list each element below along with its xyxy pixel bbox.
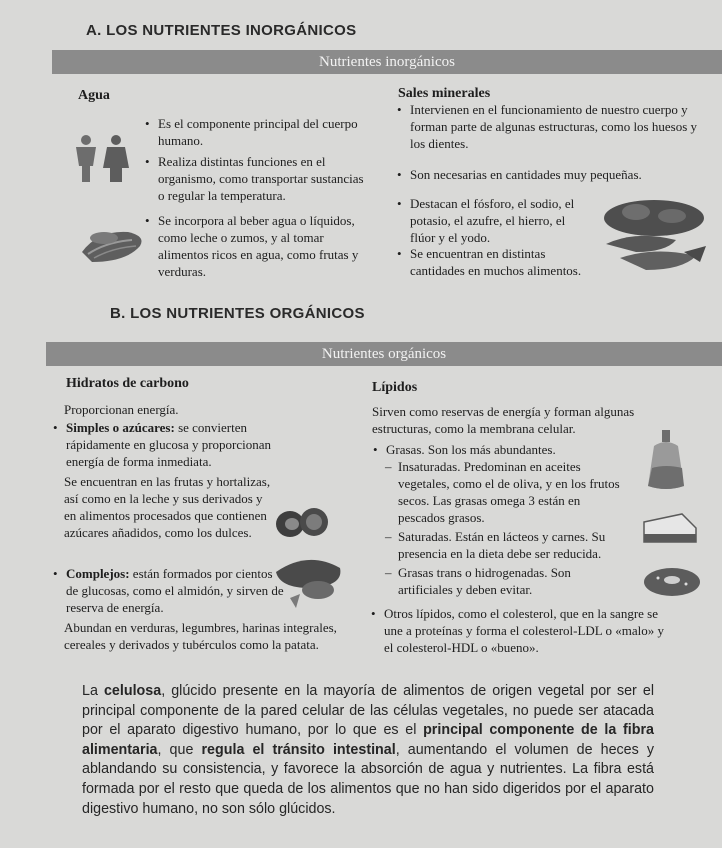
simples-text: se convierten rápidamente en glucosa y proporcionan energía de forma inmediata. [66, 420, 272, 469]
para-text-1: La [82, 683, 104, 699]
human-body-icon [66, 134, 136, 189]
para-fibra: principal componente de la fibra alimentaria [82, 722, 654, 758]
simples-paragraph: Se encuentran en las frutas y hortalizas, así como en la leche y sus derivados y en alimentos procesados que contienen azúcares añadidos, como los dulces. [64, 474, 271, 540]
lipidos-otros: • Otros lípidos, como el colesterol, que en la sangre se une a proteínas y forma el colesterol-LDL o «malo» y el colesterol-HDL o «bueno». [384, 605, 669, 656]
lipidos-intro: Sirven como reservas de energía y forman algunas estructuras, como la membrana celular. [372, 404, 635, 436]
agua-bullet-3: • Se incorpora al beber agua o líquidos, como leche o zumos, y al tomar alimentos ricos en agua, como frutas y verduras. [158, 212, 368, 280]
sales-bullet-3: • Destacan el fósforo, el sodio, el potasio, el azufre, el hierro, el flúor y el yodo. [410, 195, 588, 246]
inorganic-nutrients-band [52, 50, 722, 74]
para-regula: regula el tránsito intestinal [201, 741, 396, 758]
bread-illustration [270, 552, 346, 621]
celulosa-paragraph [82, 682, 654, 819]
complejos-paragraph: Abundan en verduras, legumbres, harinas integrales, cereales y derivados y tubérculos como la patata. [64, 620, 337, 652]
complejos-label: Complejos: [66, 566, 130, 581]
lipidos-grasas: • Grasas. Son los más abundantes. [386, 441, 636, 458]
para-text-2: , glúcido presente en la mayoría de alimentos de origen vegetal por ser el principal componente de la pared celular de las células vegetales, no puede ser atacada por el aparato digestivo humano, por lo que es el [82, 683, 655, 739]
section-a-title: A. LOS NUTRIENTES INORGÁNICOS [86, 22, 357, 39]
lipidos-saturadas: – Saturadas. Están en lácteos y carnes. Su presencia en la dieta debe ser reducida. [398, 528, 643, 562]
lipidos-insaturadas: – Insaturadas. Predominan en aceites vegetales, como el de oliva, y en los frutos secos. Las grasas omega 3 están en pescados grasos. [398, 458, 628, 526]
inorganic-band-label: Nutrientes inorgánicos [319, 54, 455, 70]
hidratos-simples [66, 419, 281, 470]
organic-nutrients-band [46, 342, 722, 366]
lipidos-trans: – Grasas trans o hidrogenadas. Son artificiales y deben evitar. [398, 564, 608, 598]
agua-heading: Agua [78, 88, 110, 103]
donut-illustration [640, 562, 704, 607]
agua-bullet-2: • Realiza distintas funciones en el organismo, como transportar sustancias o regular la temperatura. [158, 153, 373, 204]
dairy-illustration [640, 508, 700, 553]
sales-bullet-4: • Se encuentran en distintas cantidades en muchos alimentos. [410, 245, 600, 279]
para-text-3: , que [157, 741, 202, 758]
sales-heading: Sales minerales [398, 86, 491, 101]
fruit-illustration [272, 502, 332, 547]
vegetables-illustration [596, 196, 712, 283]
simples-label: Simples o azúcares: [66, 420, 175, 435]
sales-bullet-2: • Son necesarias en cantidades muy pequeñas. [410, 166, 710, 183]
fish-food-illustration [78, 222, 148, 273]
organic-band-label: Nutrientes orgánicos [321, 346, 447, 362]
agua-bullet-1: • Es el componente principal del cuerpo humano. [158, 115, 378, 149]
para-text-4: , aumentando el volumen de heces y ablandando su consistencia, y favorece la absorción de agua y nutrientes. La fibra está formada por el resto que queda de los alimentos que no han sido digeridos por el aparato digestivo humano, no son sólo glúcidos. [82, 741, 654, 817]
complejos-text: están formados por cientos de glucosas, como el almidón, y sirven de reserva de energía. [66, 566, 284, 615]
oil-bottle-illustration [640, 428, 692, 497]
hidratos-heading: Hidratos de carbono [66, 376, 189, 391]
lipidos-heading: Lípidos [372, 380, 418, 395]
para-celulosa: celulosa [103, 683, 162, 699]
sales-bullet-1: • Intervienen en el funcionamiento de nuestro cuerpo y forman parte de algunas estructuras, como los huesos y los dientes. [410, 101, 710, 152]
hidratos-intro: Proporcionan energía. [64, 402, 179, 417]
hidratos-complejos [66, 565, 286, 616]
section-b-title: B. LOS NUTRIENTES ORGÁNICOS [110, 305, 365, 322]
